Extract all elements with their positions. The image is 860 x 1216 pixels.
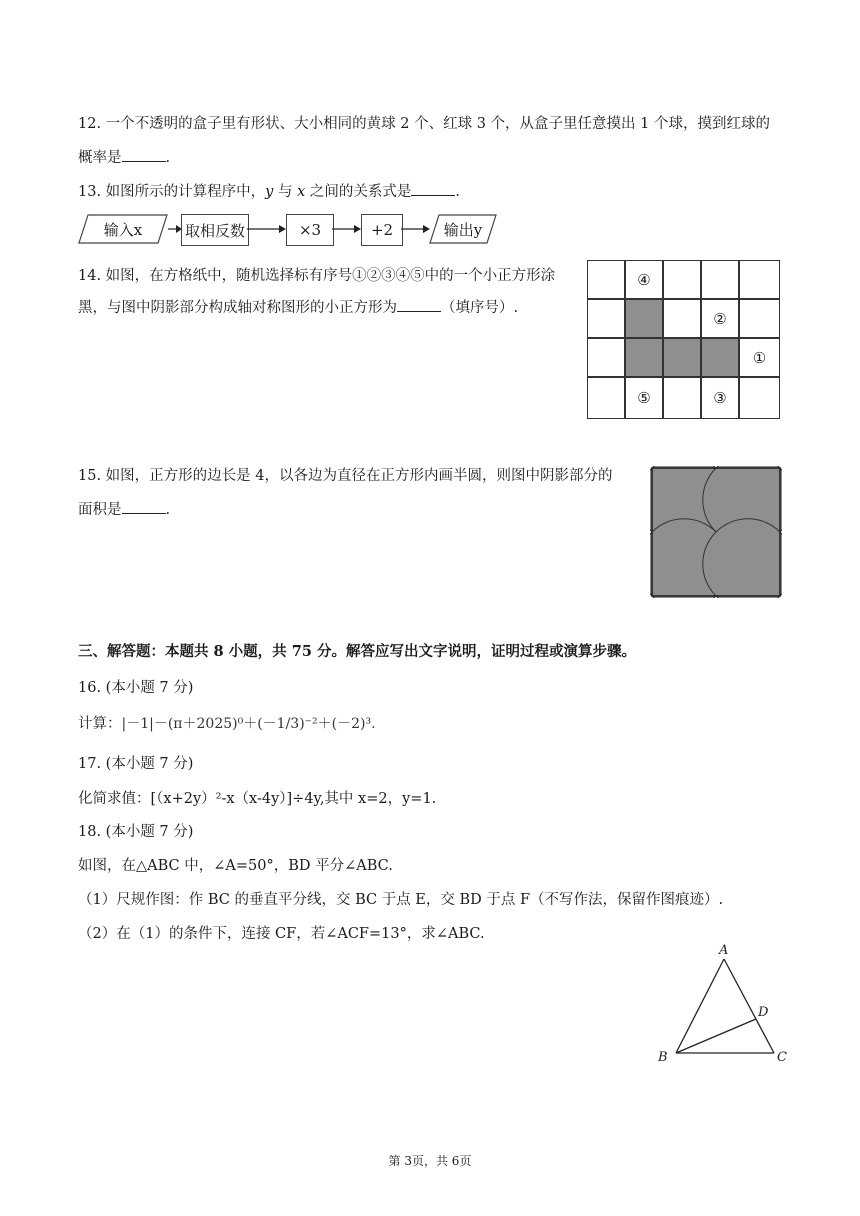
grid-cell-shaded [625, 299, 663, 338]
grid-cell [587, 260, 625, 299]
q12-line2 [78, 146, 170, 167]
grid-cell [739, 299, 780, 338]
answer-blank [122, 147, 166, 163]
vertex-c-label: C [777, 1050, 787, 1065]
point-d-label: D [758, 1005, 769, 1020]
grid-cell-2: ② [701, 299, 739, 338]
q12-line1: 12. 一个不透明的盒子里有形状、大小相同的黄球 2 个、红球 3 个，从盒子里任意摸出 1 个球，摸到红球的 [78, 116, 770, 132]
grid-cell [739, 260, 780, 299]
grid-figure [587, 260, 780, 419]
grid-cell [663, 260, 701, 299]
grid-cell-shaded [625, 338, 663, 377]
arrow-right-icon [247, 222, 287, 236]
q18-head: 18. (本小题 7 分) [78, 824, 194, 840]
grid-cell [587, 338, 625, 377]
flow-input [78, 214, 168, 244]
grid-cell [663, 299, 701, 338]
flow-input-label: 输入x [103, 220, 143, 239]
q13-post: 之间的关系式是 [305, 184, 412, 200]
q13-pre: 13. 如图所示的计算程序中， [78, 184, 266, 200]
page-footer: 第 3页，共 6页 [388, 1154, 472, 1168]
grid-cell-5: ⑤ [625, 377, 663, 419]
q14-line2-pre: 黑，与图中阴影部分构成轴对称图形的小正方形为 [78, 300, 397, 316]
answer-blank [397, 297, 441, 313]
side-ab [676, 959, 724, 1053]
grid-cell [701, 260, 739, 299]
q16-head: 16. (本小题 7 分) [78, 680, 194, 696]
square-semicircles-figure [650, 466, 782, 598]
q13-question [78, 180, 460, 201]
q14-line2-post: （填序号）. [441, 300, 519, 316]
grid-cell [663, 377, 701, 419]
q15-line2-pre: 面积是 [78, 502, 122, 518]
grid-cell-1: ① [739, 338, 780, 377]
flow-step-negate: 取相反数 [181, 214, 249, 246]
q18-line1: 如图，在△ABC 中，∠A=50°，BD 平分∠ABC. [78, 858, 393, 874]
flow-output [429, 214, 497, 244]
q18-line3: （2）在（1）的条件下，连接 CF，若∠ACF=13°，求∠ABC. [78, 926, 485, 942]
q16-line [78, 712, 376, 733]
arrow-right-icon [168, 222, 182, 236]
q14-line1: 14. 如图，在方格纸中，随机选择标有序号①②③④⑤中的一个小正方形涂 [78, 268, 556, 284]
q12-line2-pre: 概率是 [78, 150, 122, 166]
q16-expression: |－1|－(π＋2025)⁰＋(－1/3)⁻²＋(－2)³. [121, 716, 376, 732]
flow-output-label: 输出y [443, 220, 483, 239]
grid-cell-4: ④ [625, 260, 663, 299]
arrow-right-icon [332, 222, 362, 236]
grid-cell-shaded [663, 338, 701, 377]
q13-mid: 与 [273, 184, 298, 200]
answer-blank [411, 181, 455, 197]
flow-step-plus2: +2 [361, 214, 403, 246]
grid-cell-shaded [701, 338, 739, 377]
q13-var-y: y [265, 184, 274, 200]
grid-cell [587, 299, 625, 338]
q14-line2 [78, 296, 518, 317]
arrow-right-icon [401, 222, 431, 236]
q17-text: 化简求值：[（x+2y）²-x（x-4y）]÷4y,其中 x=2，y=1. [78, 791, 437, 807]
vertex-b-label: B [658, 1050, 668, 1065]
q12-line2-post: . [165, 150, 171, 166]
q15-line2-post: . [165, 502, 171, 518]
segment-bd [676, 1019, 756, 1053]
flow-step-times3: ×3 [286, 214, 334, 246]
grid-cell [739, 377, 780, 419]
section-title: 三、解答题：本题共 8 小题，共 75 分。解答应写出文字说明，证明过程或演算步骤。 [78, 643, 636, 660]
q16-label: 计算： [78, 716, 122, 732]
triangle-figure [652, 942, 792, 1067]
q17-head: 17. (本小题 7 分) [78, 756, 194, 772]
q13-var-x: x [297, 184, 306, 200]
q13-end: . [455, 184, 460, 200]
q15-line2 [78, 498, 170, 519]
answer-blank [122, 499, 166, 515]
grid-cell-3: ③ [701, 377, 739, 419]
q15-line1: 15. 如图，正方形的边长是 4，以各边为直径在正方形内画半圆，则图中阴影部分的 [78, 468, 613, 484]
q18-line2: （1）尺规作图：作 BC 的垂直平分线，交 BC 于点 E，交 BD 于点 F（不写作法，保留作图痕迹）. [78, 892, 724, 908]
grid-cell [587, 377, 625, 419]
vertex-a-label: A [719, 943, 729, 958]
